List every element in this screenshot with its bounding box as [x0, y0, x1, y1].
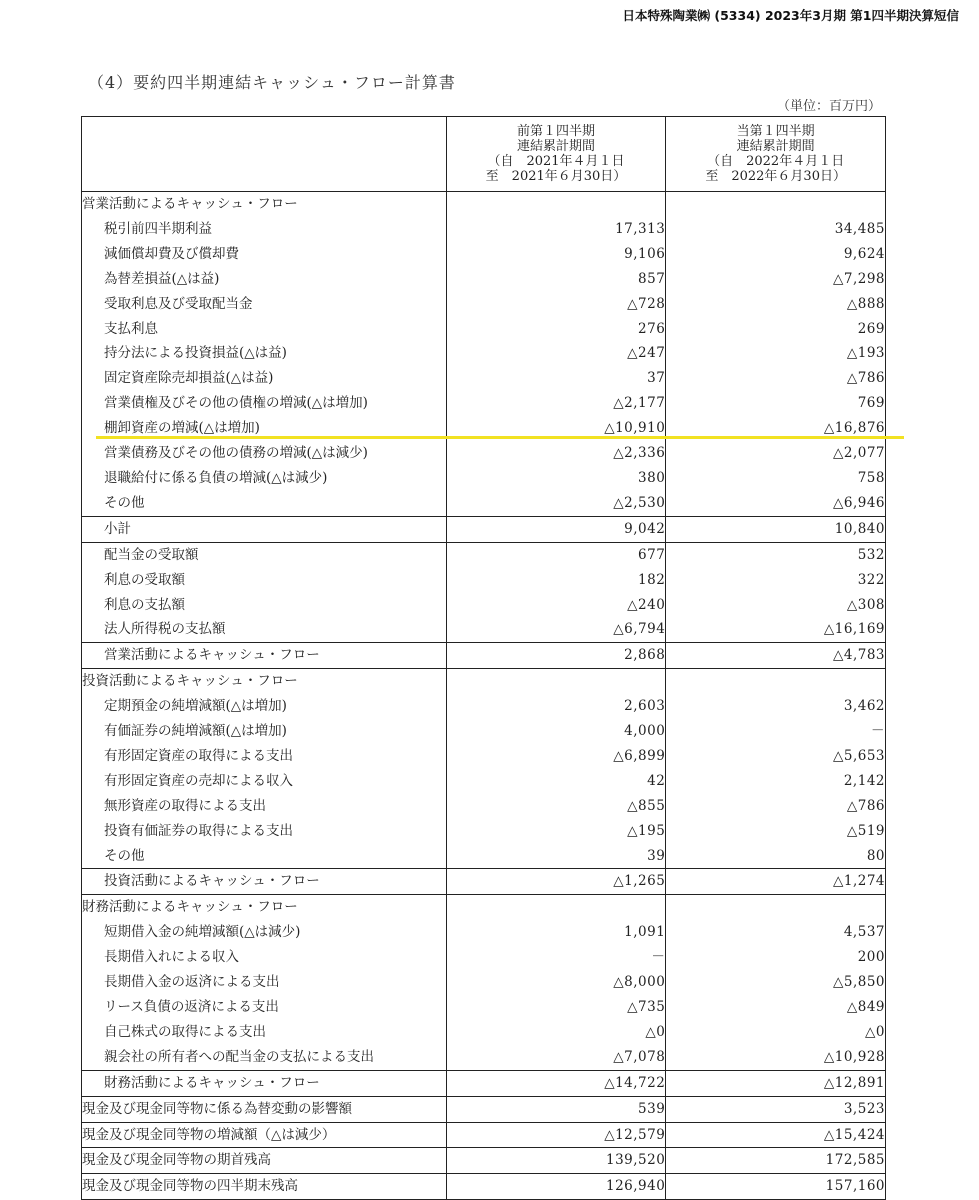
row-label: 持分法による投資損益(△は益): [82, 341, 447, 366]
row-label: 現金及び現金同等物に係る為替変動の影響額: [82, 1096, 447, 1122]
row-value-prev: △2,177: [446, 391, 666, 416]
table-header-row: [82, 117, 886, 192]
row-value-prev: △195: [446, 819, 666, 844]
header-curr-line: （自 2022年４月１日: [707, 154, 845, 169]
row-label: 退職給付に係る負債の増減(△は減少): [82, 466, 447, 491]
cash-flow-table: [81, 116, 886, 1200]
table-row: [82, 995, 886, 1020]
row-label: 棚卸資産の増減(△は増加): [82, 416, 447, 441]
table-row: [82, 1122, 886, 1148]
header-prev-line: 至 2021年６月30日）: [485, 169, 627, 184]
row-value-curr: △786: [666, 794, 886, 819]
row-value-curr: △5,850: [666, 970, 886, 995]
row-value-curr: △786: [666, 366, 886, 391]
row-label: 為替差損益(△は益): [82, 267, 447, 292]
row-label: 現金及び現金同等物の四半期末残高: [82, 1174, 447, 1200]
row-value-curr: △16,169: [666, 617, 886, 642]
table-row: [82, 491, 886, 516]
table-row: [82, 869, 886, 895]
row-value-prev: 677: [446, 542, 666, 567]
row-value-curr: △519: [666, 819, 886, 844]
section-title: （4）要約四半期連結キャッシュ・フロー計算書: [88, 73, 456, 92]
row-label: 固定資産除売却損益(△は益): [82, 366, 447, 391]
row-value-prev: △8,000: [446, 970, 666, 995]
table-row: [82, 844, 886, 869]
row-value-prev: 2,868: [446, 643, 666, 669]
row-value-prev: 9,042: [446, 516, 666, 542]
unit-label: （単位：百万円）: [776, 99, 881, 114]
row-value-curr: △193: [666, 341, 886, 366]
row-value-prev: 182: [446, 568, 666, 593]
row-value-curr: 3,523: [666, 1096, 886, 1122]
row-value-curr: △888: [666, 292, 886, 317]
row-value-prev: [446, 669, 666, 694]
row-label: 支払利息: [82, 317, 447, 342]
row-label: 短期借入金の純増減額(△は減少): [82, 920, 447, 945]
table-row: [82, 1174, 886, 1200]
table-row: [82, 1020, 886, 1045]
row-value-prev: △7,078: [446, 1045, 666, 1070]
row-value-curr: △5,653: [666, 744, 886, 769]
row-value-prev: △10,910: [446, 416, 666, 441]
row-label: 配当金の受取額: [82, 542, 447, 567]
row-value-curr: △15,424: [666, 1122, 886, 1148]
row-value-prev: 37: [446, 366, 666, 391]
row-value-prev: 1,091: [446, 920, 666, 945]
row-value-prev: △0: [446, 1020, 666, 1045]
row-value-prev: 4,000: [446, 719, 666, 744]
table-row: [82, 920, 886, 945]
row-value-prev: 9,106: [446, 242, 666, 267]
row-label: リース負債の返済による支出: [82, 995, 447, 1020]
table-row: [82, 317, 886, 342]
row-value-curr: 758: [666, 466, 886, 491]
header-curr-line: 連結累計期間: [736, 139, 815, 154]
row-value-prev: △2,530: [446, 491, 666, 516]
table-row: [82, 366, 886, 391]
row-label: 定期預金の純増減額(△は増加): [82, 694, 447, 719]
row-label: 無形資産の取得による支出: [82, 794, 447, 819]
row-label: 投資活動によるキャッシュ・フロー: [82, 669, 447, 694]
table-row: [82, 192, 886, 217]
table-row: [82, 970, 886, 995]
table-row: [82, 542, 886, 567]
row-value-curr: △16,876: [666, 416, 886, 441]
row-label: 利息の受取額: [82, 568, 447, 593]
row-value-curr: [666, 669, 886, 694]
row-value-prev: [446, 895, 666, 920]
row-value-prev: △855: [446, 794, 666, 819]
row-value-curr: 4,537: [666, 920, 886, 945]
table-row: [82, 242, 886, 267]
table-row: [82, 466, 886, 491]
table-row: [82, 292, 886, 317]
row-label: 小計: [82, 516, 447, 542]
row-value-prev: 39: [446, 844, 666, 869]
row-label: 営業活動によるキャッシュ・フロー: [82, 192, 447, 217]
row-value-curr: 269: [666, 317, 886, 342]
table-row: [82, 217, 886, 242]
row-value-curr: △6,946: [666, 491, 886, 516]
row-label: 営業債務及びその他の債務の増減(△は減少): [82, 441, 447, 466]
row-label: 法人所得税の支払額: [82, 617, 447, 642]
row-value-prev: △728: [446, 292, 666, 317]
document-header: 日本特殊陶業㈱ (5334) 2023年3月期 第1四半期決算短信: [622, 8, 959, 23]
row-label: 長期借入金の返済による支出: [82, 970, 447, 995]
row-label: 有価証券の純増減額(△は増加): [82, 719, 447, 744]
table-row: [82, 794, 886, 819]
row-label: 有形固定資産の売却による収入: [82, 769, 447, 794]
row-value-curr: △7,298: [666, 267, 886, 292]
row-label: 受取利息及び受取配当金: [82, 292, 447, 317]
row-value-prev: 139,520: [446, 1148, 666, 1174]
row-value-curr: 172,585: [666, 1148, 886, 1174]
table-row: [82, 895, 886, 920]
table-row: [82, 516, 886, 542]
row-value-curr: 157,160: [666, 1174, 886, 1200]
row-value-curr: 2,142: [666, 769, 886, 794]
row-value-curr: △4,783: [666, 643, 886, 669]
header-curr-period: [666, 117, 886, 192]
row-value-prev: －: [446, 945, 666, 970]
row-value-prev: △247: [446, 341, 666, 366]
table-row: [82, 1096, 886, 1122]
row-value-prev: 857: [446, 267, 666, 292]
row-label: 現金及び現金同等物の増減額（△は減少）: [82, 1122, 447, 1148]
row-label: 有形固定資産の取得による支出: [82, 744, 447, 769]
table-row: [82, 568, 886, 593]
row-value-prev: 17,313: [446, 217, 666, 242]
row-value-curr: △12,891: [666, 1070, 886, 1096]
header-prev-period: [446, 117, 666, 192]
row-value-curr: △10,928: [666, 1045, 886, 1070]
row-label: 営業活動によるキャッシュ・フロー: [82, 643, 447, 669]
highlight-line: [96, 436, 904, 439]
row-value-prev: △12,579: [446, 1122, 666, 1148]
row-value-prev: 126,940: [446, 1174, 666, 1200]
row-value-prev: △240: [446, 593, 666, 618]
row-value-prev: △735: [446, 995, 666, 1020]
row-value-curr: 10,840: [666, 516, 886, 542]
row-value-curr: 200: [666, 945, 886, 970]
row-value-curr: 769: [666, 391, 886, 416]
row-label: 投資有価証券の取得による支出: [82, 819, 447, 844]
row-value-prev: [446, 192, 666, 217]
row-value-curr: 80: [666, 844, 886, 869]
row-label: 減価償却費及び償却費: [82, 242, 447, 267]
row-value-prev: △6,794: [446, 617, 666, 642]
row-label: 税引前四半期利益: [82, 217, 447, 242]
row-value-prev: 42: [446, 769, 666, 794]
row-value-prev: 276: [446, 317, 666, 342]
table-row: [82, 769, 886, 794]
row-value-prev: 2,603: [446, 694, 666, 719]
row-label: 財務活動によるキャッシュ・フロー: [82, 895, 447, 920]
row-value-curr: [666, 192, 886, 217]
table-row: [82, 694, 886, 719]
header-curr-line: 至 2022年６月30日）: [705, 169, 846, 184]
row-label: その他: [82, 491, 447, 516]
table-row: [82, 669, 886, 694]
row-value-prev: △1,265: [446, 869, 666, 895]
header-label-cell: [82, 117, 447, 192]
row-value-prev: 539: [446, 1096, 666, 1122]
row-label: 長期借入れによる収入: [82, 945, 447, 970]
row-value-prev: 380: [446, 466, 666, 491]
table-row: [82, 945, 886, 970]
table-row: [82, 391, 886, 416]
row-value-curr: 322: [666, 568, 886, 593]
header-prev-line: 前第１四半期: [516, 124, 595, 139]
header-prev-line: （自 2021年４月１日: [487, 154, 625, 169]
row-label: 現金及び現金同等物の期首残高: [82, 1148, 447, 1174]
row-value-prev: △14,722: [446, 1070, 666, 1096]
row-value-curr: △1,274: [666, 869, 886, 895]
table-row: [82, 1148, 886, 1174]
row-value-prev: △6,899: [446, 744, 666, 769]
table-row: [82, 1070, 886, 1096]
row-value-curr: △308: [666, 593, 886, 618]
row-value-curr: △2,077: [666, 441, 886, 466]
table-body: [82, 192, 886, 1200]
row-value-curr: [666, 895, 886, 920]
row-label: 財務活動によるキャッシュ・フロー: [82, 1070, 447, 1096]
row-value-curr: △0: [666, 1020, 886, 1045]
table-row: [82, 341, 886, 366]
table-row: [82, 1045, 886, 1070]
header-curr-line: 当第１四半期: [736, 124, 815, 139]
row-value-curr: 34,485: [666, 217, 886, 242]
row-label: 利息の支払額: [82, 593, 447, 618]
row-label: 営業債権及びその他の債権の増減(△は増加): [82, 391, 447, 416]
table-row: [82, 643, 886, 669]
row-value-prev: △2,336: [446, 441, 666, 466]
row-label: 親会社の所有者への配当金の支払による支出: [82, 1045, 447, 1070]
header-prev-line: 連結累計期間: [516, 139, 595, 154]
table-row: [82, 719, 886, 744]
table-row: [82, 267, 886, 292]
row-label: 自己株式の取得による支出: [82, 1020, 447, 1045]
table-row: [82, 744, 886, 769]
table-row: [82, 819, 886, 844]
table-row: [82, 441, 886, 466]
table-row: [82, 617, 886, 642]
row-label: 投資活動によるキャッシュ・フロー: [82, 869, 447, 895]
row-value-curr: 3,462: [666, 694, 886, 719]
row-value-curr: －: [666, 719, 886, 744]
table-row: [82, 593, 886, 618]
row-value-curr: 532: [666, 542, 886, 567]
row-value-curr: 9,624: [666, 242, 886, 267]
row-value-curr: △849: [666, 995, 886, 1020]
row-label: その他: [82, 844, 447, 869]
